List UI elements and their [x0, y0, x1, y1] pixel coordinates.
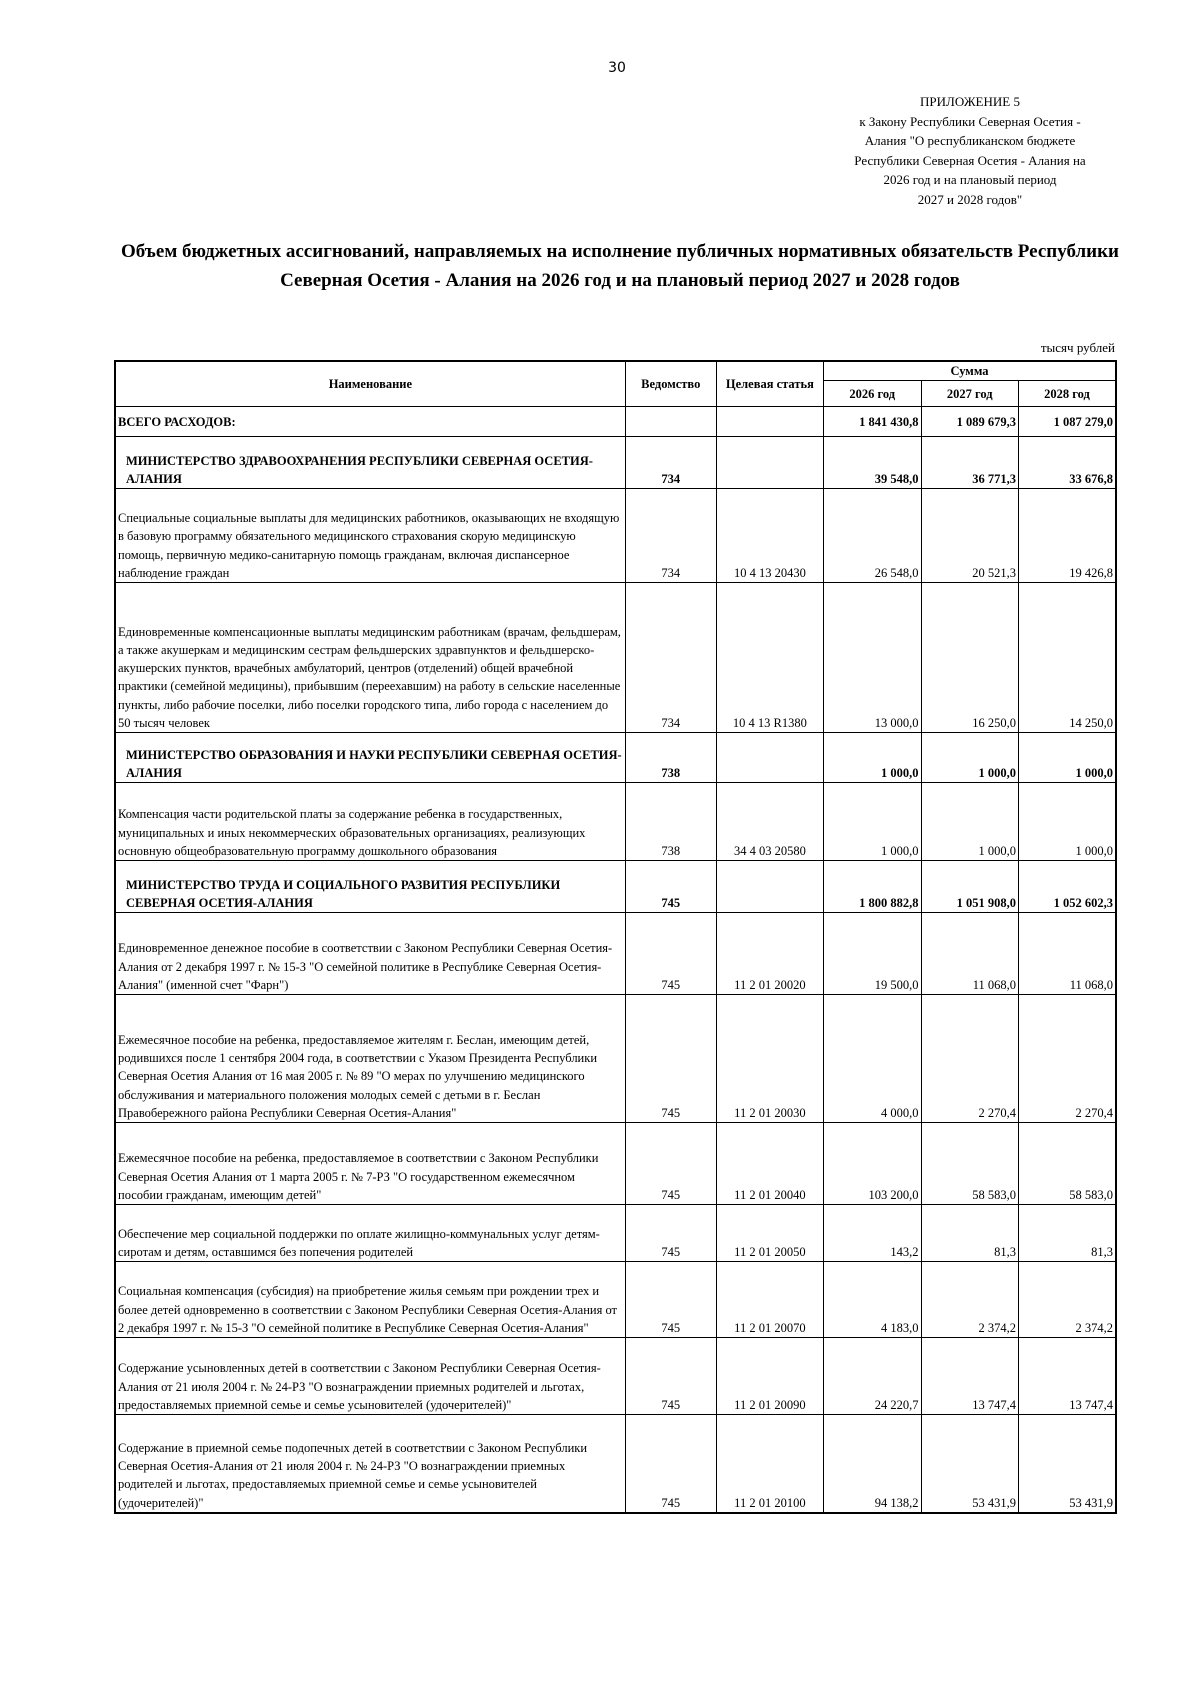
appendix-line: Республики Северная Осетия - Алания на	[854, 152, 1086, 168]
appendix-line: Алания "О республиканском бюджете	[864, 133, 1076, 148]
row-2028: 58 583,0	[1019, 1123, 1117, 1205]
document-title: Объем бюджетных ассигнований, направляемых на исполнение публичных нормативных обязательств Республики Северная Осетия - Алания на 2026 год и на плановый период 2027 и 2028 годов	[121, 241, 1119, 291]
row-2027: 2 374,2	[921, 1262, 1019, 1338]
row-name: МИНИСТЕРСТВО ЗДРАВООХРАНЕНИЯ РЕСПУБЛИКИ СЕВЕРНАЯ ОСЕТИЯ-АЛАНИЯ	[115, 437, 625, 489]
row-dept: 734	[625, 583, 716, 733]
header-2027: 2027 год	[921, 381, 1019, 407]
row-2027: 58 583,0	[921, 1123, 1019, 1205]
row-dept: 745	[625, 995, 716, 1123]
header-2026: 2026 год	[824, 381, 922, 407]
row-2028: 13 747,4	[1019, 1338, 1117, 1415]
row-2027: 2 270,4	[921, 995, 1019, 1123]
row-2026: 13 000,0	[824, 583, 922, 733]
row-2027: 53 431,9	[921, 1415, 1019, 1513]
row-name: Содержание в приемной семье подопечных детей в соответствии с Законом Республики Северная Осетия-Алания от 21 июля 2004 г. № 24-РЗ "О вознаграждении приемных родителей и льготах, предоставляемых приемной семье и семье усыновителей (удочерителей)"	[115, 1415, 625, 1513]
row-2027: 1 051 908,0	[921, 861, 1019, 913]
row-code	[716, 407, 823, 437]
row-code	[716, 437, 823, 489]
table-row	[115, 437, 1116, 489]
row-2027: 1 000,0	[921, 733, 1019, 783]
header-code: Целевая статья	[716, 361, 823, 407]
table-row	[115, 995, 1116, 1123]
row-name: Единовременное денежное пособие в соответствии с Законом Республики Северная Осетия-Алания от 2 декабря 1997 г. № 15-З "О семейной политике в Республике Северная Осетия-Алания" (именной счет "Фарн")	[115, 913, 625, 995]
table-row	[115, 1338, 1116, 1415]
row-2026: 39 548,0	[824, 437, 922, 489]
row-code: 11 2 01 20050	[716, 1205, 823, 1262]
table-row	[115, 489, 1116, 583]
row-dept: 734	[625, 489, 716, 583]
row-2028: 33 676,8	[1019, 437, 1117, 489]
row-2026: 94 138,2	[824, 1415, 922, 1513]
unit-label: тысяч рублей	[1040, 340, 1115, 355]
row-name: Обеспечение мер социальной поддержки по оплате жилищно-коммунальных услуг детям-сиротам и детям, оставшимся без попечения родителей	[115, 1205, 625, 1262]
row-code: 10 4 13 20430	[716, 489, 823, 583]
row-2027: 13 747,4	[921, 1338, 1019, 1415]
table-row	[115, 1262, 1116, 1338]
row-2027: 20 521,3	[921, 489, 1019, 583]
header-name: Наименование	[115, 361, 625, 407]
row-2027: 81,3	[921, 1205, 1019, 1262]
row-name: МИНИСТЕРСТВО ОБРАЗОВАНИЯ И НАУКИ РЕСПУБЛИКИ СЕВЕРНАЯ ОСЕТИЯ-АЛАНИЯ	[115, 733, 625, 783]
row-dept: 745	[625, 861, 716, 913]
row-2027: 1 089 679,3	[921, 407, 1019, 437]
row-2026: 1 800 882,8	[824, 861, 922, 913]
row-2027: 36 771,3	[921, 437, 1019, 489]
row-name: ВСЕГО РАСХОДОВ:	[115, 407, 625, 437]
row-2028: 19 426,8	[1019, 489, 1117, 583]
row-name: Содержание усыновленных детей в соответствии с Законом Республики Северная Осетия-Алания от 21 июля 2004 г. № 24-РЗ "О вознаграждении приемных родителей и льготах, предоставляемых приемной семье и семье усыновителей (удочерителей)"	[115, 1338, 625, 1415]
row-2026: 143,2	[824, 1205, 922, 1262]
row-2026: 19 500,0	[824, 913, 922, 995]
row-2027: 16 250,0	[921, 583, 1019, 733]
row-2027: 1 000,0	[921, 783, 1019, 861]
header-dept: Ведомство	[625, 361, 716, 407]
row-2028: 81,3	[1019, 1205, 1117, 1262]
row-2028: 1 052 602,3	[1019, 861, 1117, 913]
table-row	[115, 583, 1116, 733]
row-dept: 745	[625, 1262, 716, 1338]
table-row	[115, 913, 1116, 995]
row-name: Специальные социальные выплаты для медицинских работников, оказывающих не входящую в базовую программу обязательного медицинского страхования скорую медицинскую помощь, первичную медико-санитарную помощь гражданам, включая диспансерное наблюдение граждан	[115, 489, 625, 583]
row-dept: 745	[625, 1205, 716, 1262]
row-code: 11 2 01 20030	[716, 995, 823, 1123]
header-2028: 2028 год	[1019, 381, 1117, 407]
row-2026: 1 000,0	[824, 783, 922, 861]
row-code: 11 2 01 20090	[716, 1338, 823, 1415]
row-name: Компенсация части родительской платы за содержание ребенка в государственных, муниципальных и иных некоммерческих образовательных организациях, реализующих основную общеобразовательную программу дошкольного образования	[115, 783, 625, 861]
row-code: 10 4 13 R1380	[716, 583, 823, 733]
row-2028: 1 000,0	[1019, 733, 1117, 783]
budget-table	[114, 360, 1117, 1514]
row-dept	[625, 407, 716, 437]
row-2028: 11 068,0	[1019, 913, 1117, 995]
row-code: 34 4 03 20580	[716, 783, 823, 861]
table-row	[115, 1205, 1116, 1262]
row-dept: 745	[625, 1123, 716, 1205]
row-dept: 738	[625, 783, 716, 861]
row-2028: 1 087 279,0	[1019, 407, 1117, 437]
row-2027: 11 068,0	[921, 913, 1019, 995]
row-2026: 103 200,0	[824, 1123, 922, 1205]
row-2026: 4 000,0	[824, 995, 922, 1123]
appendix-note	[830, 92, 1110, 209]
row-name: МИНИСТЕРСТВО ТРУДА И СОЦИАЛЬНОГО РАЗВИТИЯ РЕСПУБЛИКИ СЕВЕРНАЯ ОСЕТИЯ-АЛАНИЯ	[115, 861, 625, 913]
table-row	[115, 1123, 1116, 1205]
row-dept: 745	[625, 1415, 716, 1513]
row-2028: 2 374,2	[1019, 1262, 1117, 1338]
table-row	[115, 1415, 1116, 1513]
table-row	[115, 407, 1116, 437]
row-2026: 24 220,7	[824, 1338, 922, 1415]
row-dept: 745	[625, 1338, 716, 1415]
row-dept: 738	[625, 733, 716, 783]
row-code: 11 2 01 20020	[716, 913, 823, 995]
table-row	[115, 783, 1116, 861]
row-2026: 26 548,0	[824, 489, 922, 583]
row-code: 11 2 01 20100	[716, 1415, 823, 1513]
row-2026: 1 841 430,8	[824, 407, 922, 437]
row-2028: 1 000,0	[1019, 783, 1117, 861]
row-2028: 53 431,9	[1019, 1415, 1117, 1513]
row-code: 11 2 01 20040	[716, 1123, 823, 1205]
row-code: 11 2 01 20070	[716, 1262, 823, 1338]
appendix-line: к Закону Республики Северная Осетия -	[859, 113, 1081, 129]
row-2028: 2 270,4	[1019, 995, 1117, 1123]
table-row	[115, 861, 1116, 913]
header-sum: Сумма	[824, 361, 1117, 381]
appendix-line: ПРИЛОЖЕНИЕ 5	[920, 94, 1020, 109]
row-dept: 745	[625, 913, 716, 995]
row-name: Социальная компенсация (субсидия) на приобретение жилья семьям при рождении трех и более детей одновременно в соответствии с Законом Республики Северная Осетия-Алания от 2 декабря 1997 г. № 15-З "О семейной политике в Республике Северная Осетия-Алания"	[115, 1262, 625, 1338]
row-2026: 4 183,0	[824, 1262, 922, 1338]
appendix-line: 2027 и 2028 годов"	[917, 191, 1023, 207]
table-row	[115, 733, 1116, 783]
page-number: 30	[608, 60, 626, 76]
row-code	[716, 861, 823, 913]
row-2026: 1 000,0	[824, 733, 922, 783]
row-name: Единовременные компенсационные выплаты медицинским работникам (врачам, фельдшерам, а также акушеркам и медицинским сестрам фельдшерских здравпунктов и фельдшерско-акушерских пунктов, врачебных амбулаторий, центров (отделений) общей врачебной практики (семейной медицины), прибывшим (переехавшим) на работу в сельские населенные пункты, либо рабочие поселки, либо поселки городского типа, либо города с населением до 50 тысяч человек	[115, 583, 625, 733]
row-name: Ежемесячное пособие на ребенка, предоставляемое в соответствии с Законом Республики Северная Осетия Алания от 1 марта 2005 г. № 7-РЗ "О государственном ежемесячном пособии гражданам, имеющим детей"	[115, 1123, 625, 1205]
row-dept: 734	[625, 437, 716, 489]
row-2028: 14 250,0	[1019, 583, 1117, 733]
appendix-line: 2026 год и на плановый период	[883, 172, 1057, 187]
row-name: Ежемесячное пособие на ребенка, предоставляемое жителям г. Беслан, имеющим детей, родившихся после 1 сентября 2004 года, в соответствии с Указом Президента Республики Северная Осетия Алания от 16 мая 2005 г. № 89 "О мерах по улучшению медицинского обслуживания и материального положения молодых семей с детьми в г. Беслан Правобережного района Республики Северная Осетия-Алания"	[115, 995, 625, 1123]
row-code	[716, 733, 823, 783]
